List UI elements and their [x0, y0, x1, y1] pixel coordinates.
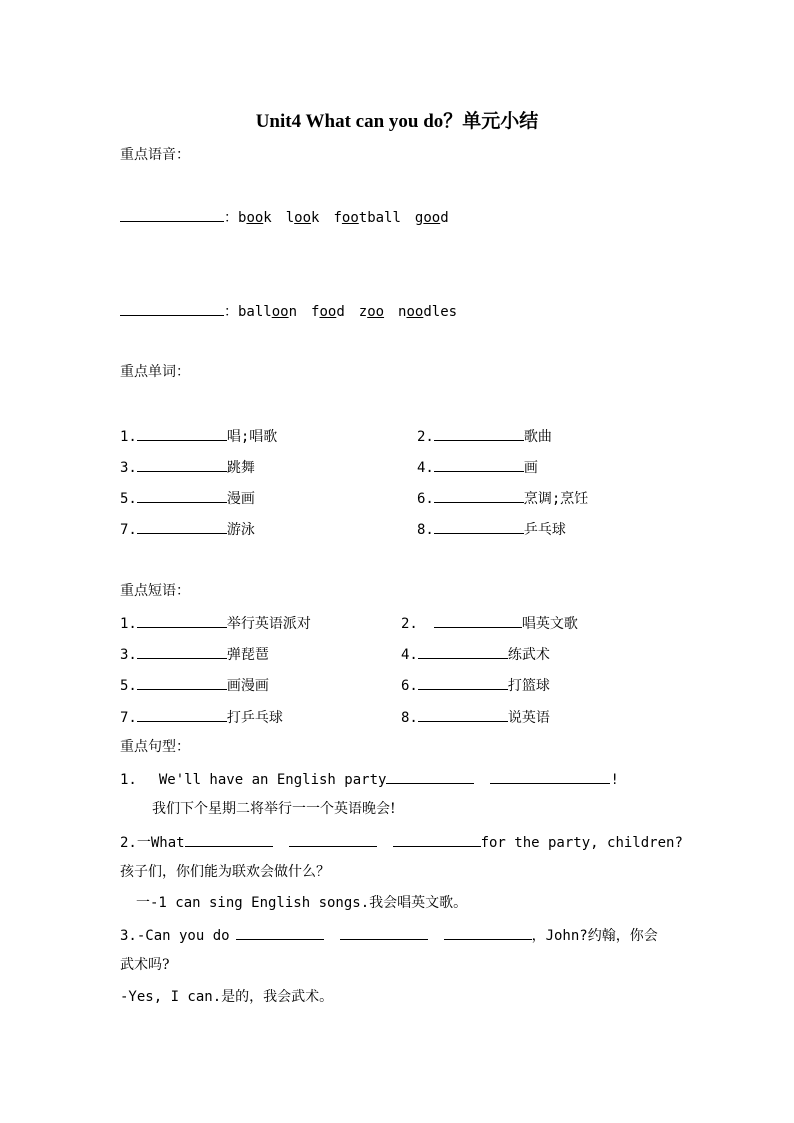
answer-blank[interactable]: [434, 457, 524, 472]
sentence-3-continuation: 武术吗?: [120, 957, 170, 973]
phonics-word: food: [311, 304, 345, 320]
answer-blank[interactable]: [434, 488, 524, 503]
answer-blank[interactable]: [137, 488, 227, 503]
answer-blank[interactable]: [137, 644, 227, 659]
word-item: 3. 跳舞: [120, 457, 255, 477]
underlined-vowel: oo: [246, 210, 264, 226]
answer-blank[interactable]: [393, 832, 481, 847]
underlined-vowel: oo: [423, 210, 441, 226]
phonics-words-1: [238, 210, 449, 226]
answer-blank[interactable]: [185, 832, 273, 847]
answer-blank[interactable]: [137, 675, 227, 690]
answer-blank[interactable]: [137, 519, 227, 534]
section-words-heading: 重点单词：: [120, 364, 190, 380]
answer-blank[interactable]: [418, 675, 508, 690]
answer-blank[interactable]: [137, 613, 227, 628]
sentence-2-answer: 一-1 can sing English songs.我会唱英文歌。: [136, 895, 468, 911]
phonics-word: noodles: [398, 304, 458, 320]
answer-blank[interactable]: [137, 426, 227, 441]
sentence-3-answer: -Yes, I can.是的，我会武术。: [120, 989, 334, 1005]
section-phrases-heading: 重点短语：: [120, 583, 190, 599]
page-title: Unit4 What can you do？单元小结: [255, 111, 539, 132]
word-item: 1. 唱;唱歌: [120, 426, 277, 446]
phrase-item: 2. 唱英文歌: [401, 613, 578, 633]
phonics-word: good: [414, 210, 449, 226]
word-item: 4. 画: [417, 457, 538, 477]
phrase-item: 7. 打乒乓球: [120, 707, 283, 727]
sentence-1: 1. We'll have an English party !: [120, 769, 619, 789]
phrase-item: 3. 弹琵琶: [120, 644, 269, 664]
sentence-2: 2.一What for the party, children?: [120, 832, 683, 852]
phrase-item: 6. 打篮球: [401, 675, 550, 695]
answer-blank[interactable]: [120, 207, 224, 222]
phonics-word: zoo: [358, 304, 385, 320]
answer-blank[interactable]: [434, 426, 524, 441]
answer-blank[interactable]: [434, 613, 522, 628]
underlined-vowel: oo: [341, 210, 359, 226]
word-item: 5. 漫画: [120, 488, 255, 508]
phonics-words-2: [238, 304, 457, 320]
phonics-word: look: [285, 210, 320, 226]
answer-blank[interactable]: [289, 832, 377, 847]
underlined-vowel: oo: [294, 210, 312, 226]
underlined-vowel: oo: [406, 304, 424, 320]
phonics-word: book: [238, 210, 272, 226]
answer-blank[interactable]: [418, 707, 508, 722]
section-phonics-heading: 重点语音：: [120, 147, 190, 163]
phonics-row-1: [120, 207, 449, 227]
phrase-item: 5. 画漫画: [120, 675, 269, 695]
answer-blank[interactable]: [434, 519, 524, 534]
word-item: 8. 乒乓球: [417, 519, 566, 539]
word-item: 7. 游泳: [120, 519, 255, 539]
sentence-1-translation: 我们下个星期二将举行一一个英语晚会!: [152, 801, 396, 817]
answer-blank[interactable]: [418, 644, 508, 659]
answer-blank[interactable]: [444, 925, 532, 940]
phrase-item: 1. 举行英语派对: [120, 613, 311, 633]
answer-blank[interactable]: [340, 925, 428, 940]
phrase-item: 4. 练武术: [401, 644, 550, 664]
sentence-3: 3.-Can you do ，John?约翰，你会: [120, 925, 658, 945]
phonics-row-2: [120, 301, 457, 321]
phrase-item: 8. 说英语: [401, 707, 550, 727]
answer-blank[interactable]: [120, 301, 224, 316]
underlined-vowel: oo: [367, 304, 385, 320]
underlined-vowel: oo: [319, 304, 337, 320]
answer-blank[interactable]: [386, 769, 474, 784]
underlined-vowel: oo: [271, 304, 289, 320]
word-item: 6. 烹调;烹饪: [417, 488, 588, 508]
phonics-separator: ：: [224, 210, 238, 226]
answer-blank[interactable]: [137, 457, 227, 472]
word-item: 2. 歌曲: [417, 426, 552, 446]
answer-blank[interactable]: [236, 925, 324, 940]
answer-blank[interactable]: [137, 707, 227, 722]
sentence-2-translation: 孩子们，你们能为联欢会做什么？: [120, 864, 330, 880]
answer-blank[interactable]: [490, 769, 610, 784]
phonics-word: balloon: [238, 304, 298, 320]
phonics-separator: ：: [224, 304, 238, 320]
phonics-word: football: [333, 210, 401, 226]
section-sentences-heading: 重点句型：: [120, 739, 190, 755]
